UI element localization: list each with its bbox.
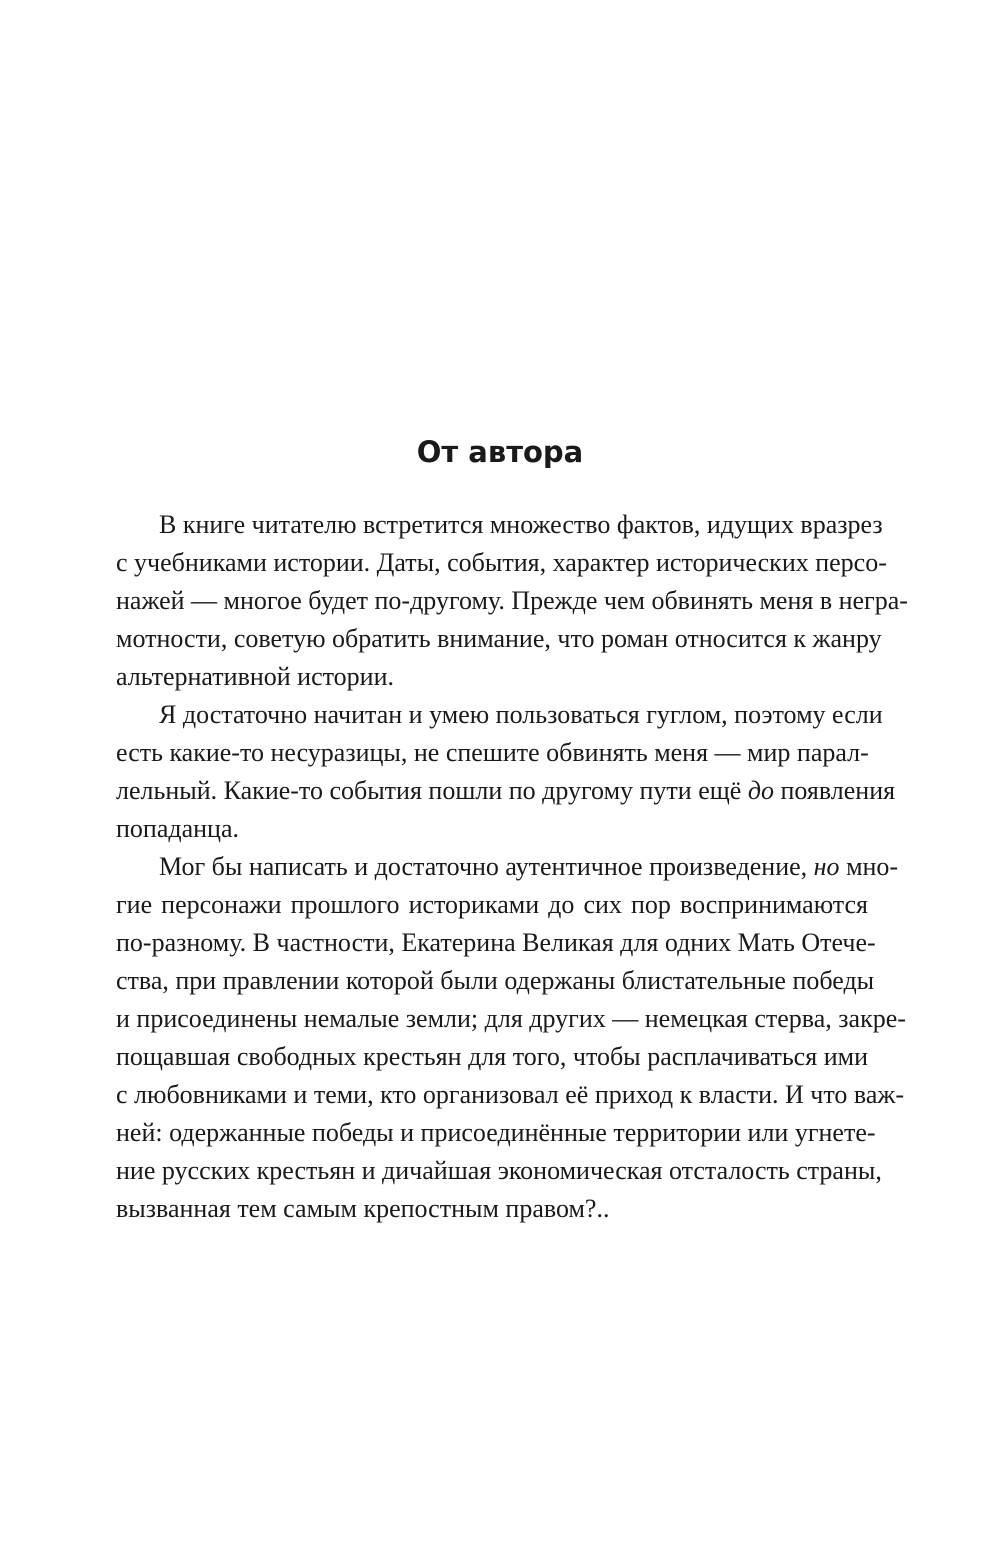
text-fragment: появления [780,776,896,805]
text-fragment: мно- [846,852,899,881]
text-line: и присоединены немалые земли; для других — немецкая стерва, закре- [116,1004,906,1033]
text-line: ней: одержанные победы и присоединённые территории или угнете- [116,1118,876,1147]
text-line: альтернативной истории. [116,662,394,691]
text-fragment: Мог бы написать и достаточно аутентичное произведение, [159,852,808,881]
text-line: мотности, советую обратить внимание, что роман относится к жанру [116,624,882,653]
text-line: гие персонажи прошлого историками до сих пор воспринимаются [116,890,868,919]
text-line: ние русских крестьян и дичайшая экономическая отсталость страны, [116,1156,882,1185]
text-line: В книге читателю встретится множество фактов, идущих вразрез [159,510,883,539]
text-line: вызванная тем самым крепостным правом?.. [116,1194,610,1223]
italic-word: до [747,776,774,805]
text-line: Я достаточно начитан и умею пользоваться гуглом, поэтому если [159,700,883,729]
text-line [116,848,899,886]
text-line: по-разному. В частности, Екатерина Великая для одних Мать Отече- [116,928,876,957]
italic-word: но [813,852,840,881]
text-fragment: лельный. Какие-то события пошли по другому пути ещё [116,776,742,805]
text-line [116,772,896,810]
text-line: попаданца. [116,814,240,843]
text-line: пощавшая свободных крестьян для того, чтобы расплачиваться ими [116,1042,868,1071]
text-line: ства, при правлении которой были одержаны блистательные победы [116,966,875,995]
text-line: с любовниками и теми, кто организовал её приход к власти. И что важ- [116,1080,904,1109]
text-line: есть какие-то несуразицы, не спешите обвинять меня — мир парал- [116,738,869,767]
page-title: От автора [416,435,584,469]
text-line: нажей — многое будет по-другому. Прежде чем обвинять меня в негра- [116,586,908,615]
text-line: с учебниками истории. Даты, события, характер исторических персо- [116,548,887,577]
